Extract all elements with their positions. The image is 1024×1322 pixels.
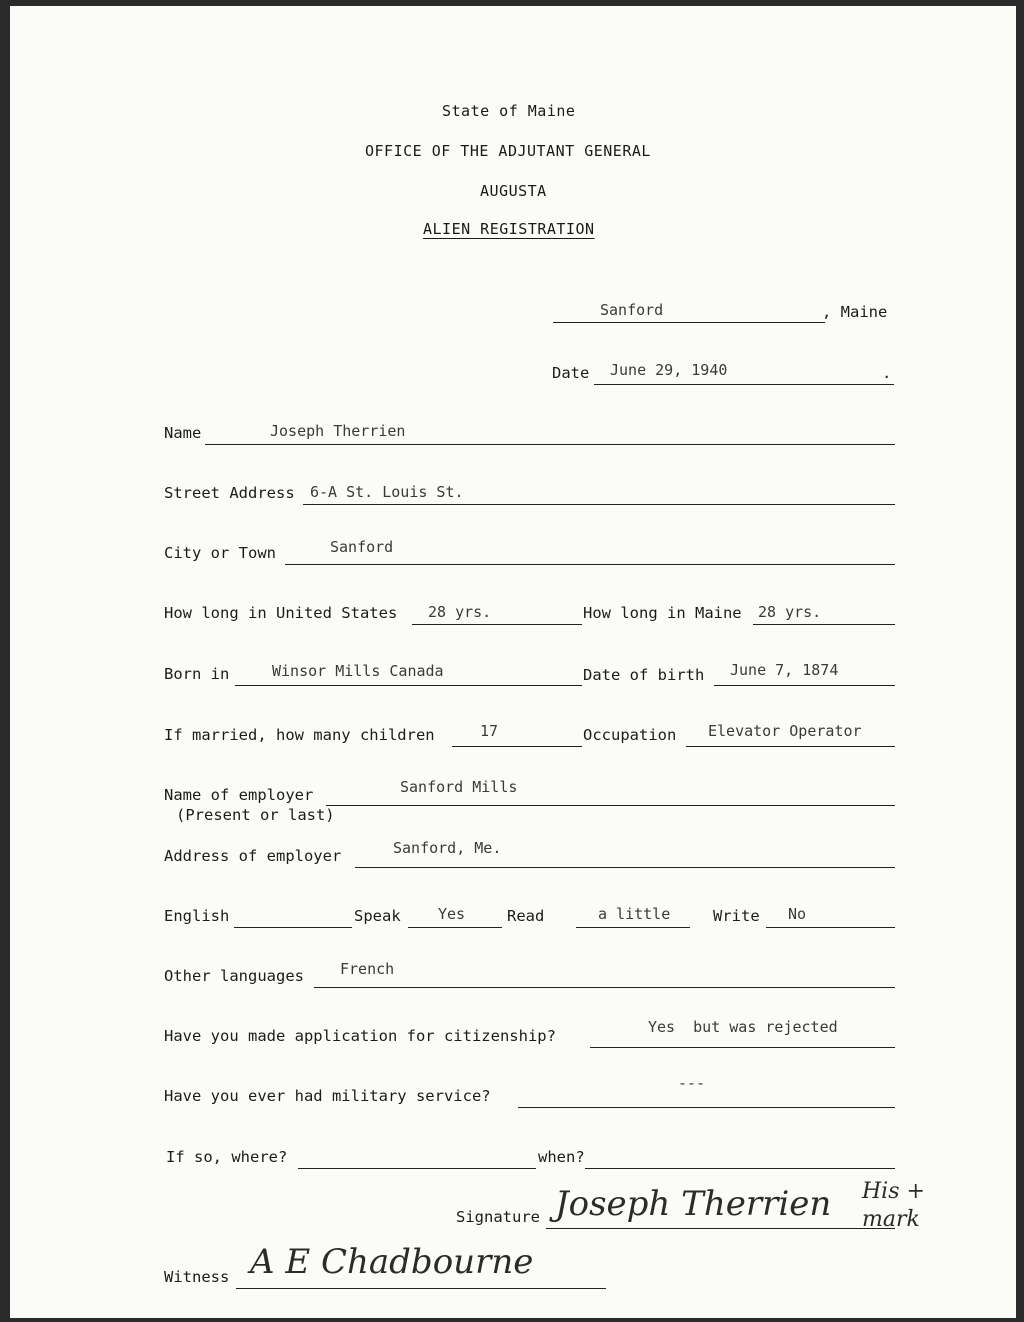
other-languages-line bbox=[314, 987, 895, 988]
signature-mark: His + mark bbox=[862, 1179, 925, 1232]
name-label: Name bbox=[164, 424, 202, 442]
read-value: a little bbox=[598, 905, 671, 923]
speak-line bbox=[408, 927, 502, 928]
location-suffix: , Maine bbox=[822, 303, 888, 321]
citizenship-label: Have you made application for citizenship? bbox=[164, 1027, 556, 1045]
citizenship-line bbox=[590, 1047, 895, 1048]
english-line bbox=[234, 927, 352, 928]
name-value: Joseph Therrien bbox=[270, 422, 406, 440]
military-label: Have you ever had military service? bbox=[164, 1087, 491, 1105]
dob-value: June 7, 1874 bbox=[730, 661, 839, 679]
employer-address-line bbox=[355, 867, 895, 868]
employer-line bbox=[326, 805, 895, 806]
military-value: --- bbox=[678, 1074, 706, 1092]
date-line bbox=[594, 384, 894, 385]
signature-value: Joseph Therrien bbox=[555, 1184, 832, 1224]
employer-label: Name of employer bbox=[164, 786, 314, 804]
read-label: Read bbox=[507, 907, 545, 925]
write-value: No bbox=[788, 905, 807, 923]
occupation-value: Elevator Operator bbox=[708, 722, 862, 740]
city-value: Sanford bbox=[330, 538, 394, 556]
born-label: Born in bbox=[164, 665, 230, 683]
maine-duration-line bbox=[753, 624, 895, 625]
city-heading: AUGUSTA bbox=[480, 182, 547, 200]
dob-label: Date of birth bbox=[583, 666, 705, 684]
street-line bbox=[303, 504, 895, 505]
read-line bbox=[576, 927, 690, 928]
signature-label: Signature bbox=[456, 1208, 540, 1226]
born-line bbox=[235, 685, 582, 686]
location-line bbox=[553, 322, 825, 323]
street-value: 6-A St. Louis St. bbox=[310, 483, 464, 501]
date-label: Date bbox=[552, 364, 590, 382]
occupation-line bbox=[686, 746, 895, 747]
city-label: City or Town bbox=[164, 544, 276, 562]
military-line bbox=[518, 1107, 895, 1108]
form-title: ALIEN REGISTRATION bbox=[423, 220, 595, 238]
us-duration-label: How long in United States bbox=[164, 604, 398, 622]
born-value: Winsor Mills Canada bbox=[272, 662, 444, 680]
other-languages-value: French bbox=[340, 960, 395, 978]
occupation-label: Occupation bbox=[583, 726, 677, 744]
children-value: 17 bbox=[480, 722, 499, 740]
where-label: If so, where? bbox=[166, 1148, 288, 1166]
city-line bbox=[285, 564, 895, 565]
children-line bbox=[452, 746, 582, 747]
employer-address-value: Sanford, Me. bbox=[393, 839, 502, 857]
location-value: Sanford bbox=[600, 301, 664, 319]
write-label: Write bbox=[713, 907, 760, 925]
witness-line bbox=[236, 1288, 606, 1289]
children-label: If married, how many children bbox=[164, 726, 435, 744]
citizenship-value: Yes but was rejected bbox=[648, 1018, 838, 1036]
office-heading: OFFICE OF THE ADJUTANT GENERAL bbox=[365, 142, 651, 160]
employer-address-label: Address of employer bbox=[164, 847, 342, 865]
dob-line bbox=[714, 685, 895, 686]
document-page bbox=[10, 6, 1016, 1318]
name-line bbox=[205, 444, 895, 445]
where-line bbox=[298, 1168, 536, 1169]
us-duration-line bbox=[412, 624, 582, 625]
street-label: Street Address bbox=[164, 484, 295, 502]
speak-label: Speak bbox=[354, 907, 401, 925]
other-languages-label: Other languages bbox=[164, 967, 304, 985]
employer-value: Sanford Mills bbox=[400, 778, 518, 796]
signature-line bbox=[546, 1228, 895, 1229]
date-value: June 29, 1940 bbox=[610, 361, 728, 379]
us-duration-value: 28 yrs. bbox=[428, 603, 492, 621]
state-heading: State of Maine bbox=[442, 102, 576, 120]
write-line bbox=[766, 927, 895, 928]
maine-duration-label: How long in Maine bbox=[583, 604, 742, 622]
maine-duration-value: 28 yrs. bbox=[758, 603, 822, 621]
employer-sublabel: (Present or last) bbox=[176, 806, 335, 824]
when-line bbox=[585, 1168, 895, 1169]
when-label: when? bbox=[538, 1148, 585, 1166]
witness-value: A E Chadbourne bbox=[250, 1242, 534, 1282]
speak-value: Yes bbox=[438, 905, 466, 923]
date-end: . bbox=[882, 364, 892, 382]
english-label: English bbox=[164, 907, 230, 925]
witness-label: Witness bbox=[164, 1268, 230, 1286]
